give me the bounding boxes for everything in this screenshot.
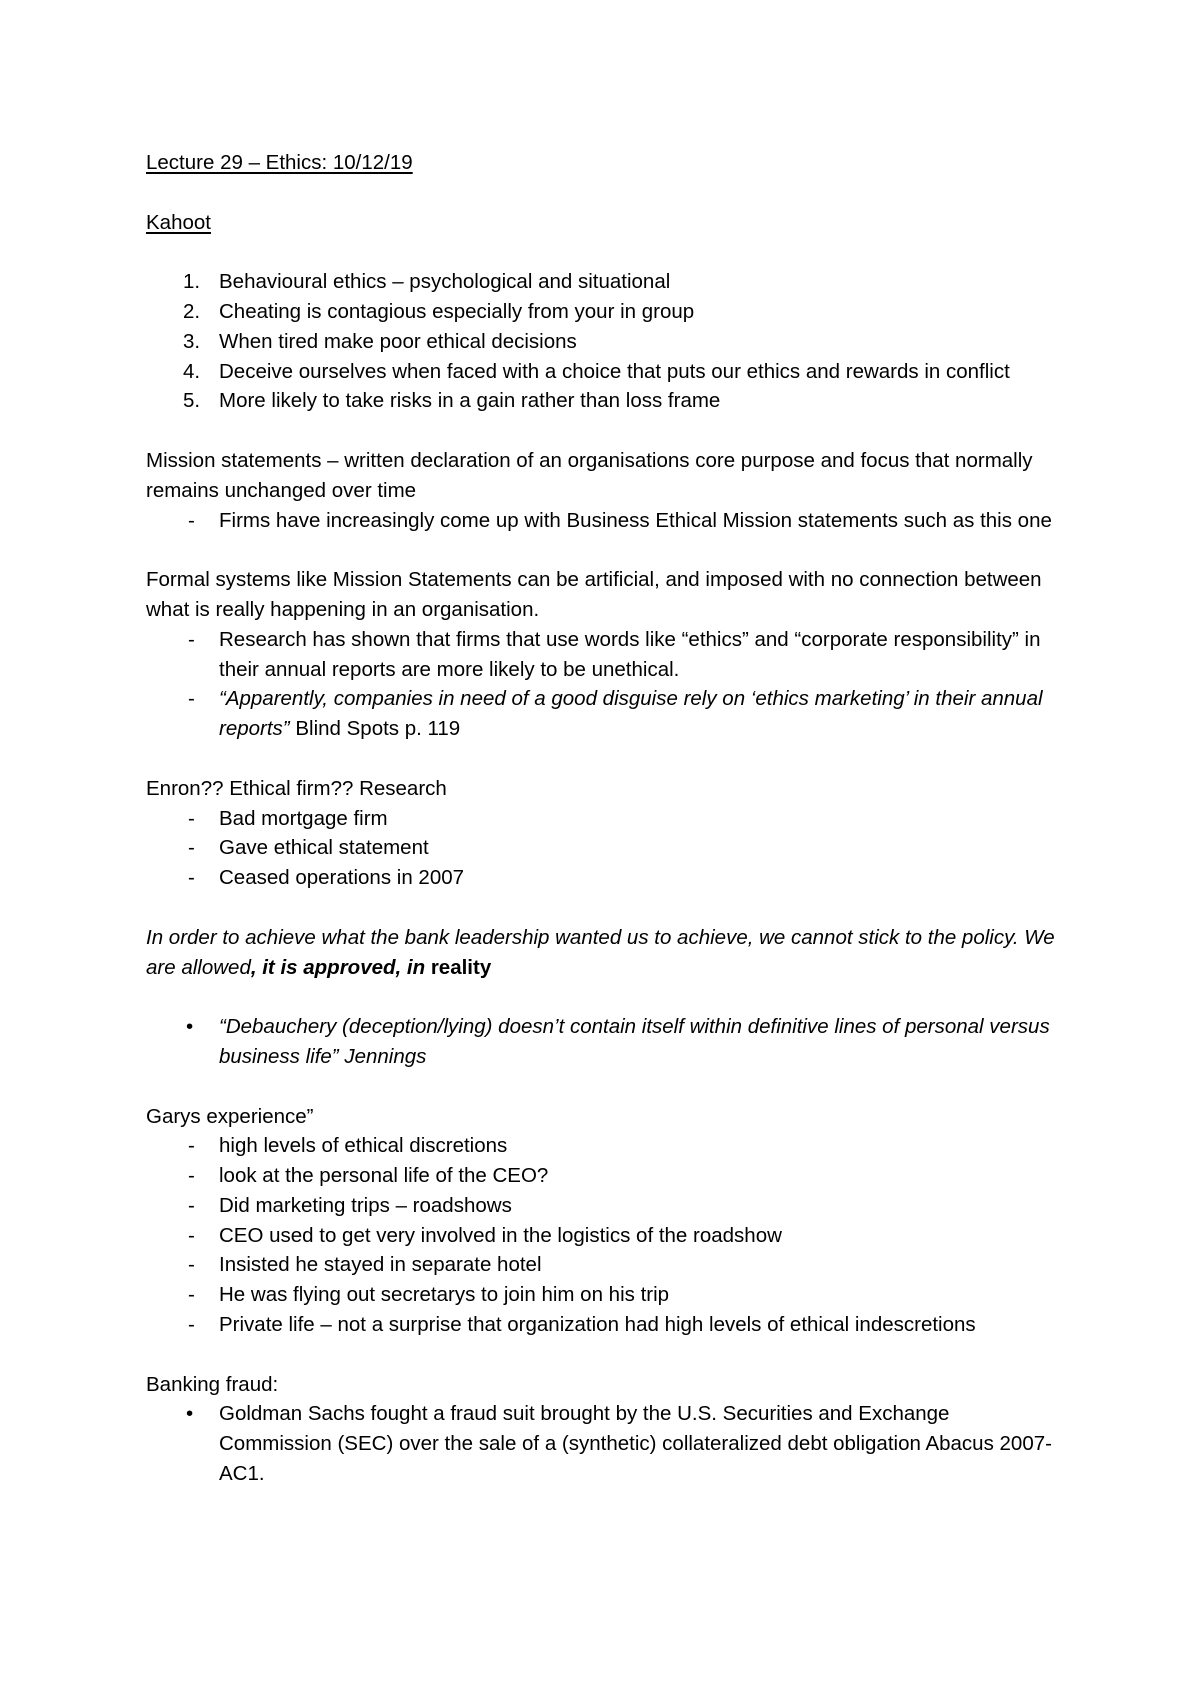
dash-marker: - bbox=[188, 1283, 195, 1307]
kahoot-list bbox=[146, 267, 1066, 416]
list-item-text: Cheating is contagious especially from your in group bbox=[219, 299, 695, 323]
list-item bbox=[146, 1221, 1066, 1251]
list-item-text: look at the personal life of the CEO? bbox=[219, 1164, 549, 1188]
dash-marker: - bbox=[188, 1164, 195, 1188]
list-item bbox=[146, 1191, 1066, 1221]
formal-systems-bullets bbox=[146, 625, 1066, 744]
debauchery-quote: “Debauchery (deception/lying) doesn’t contain itself within definitive lines of personal versus business life” Jennings bbox=[219, 1015, 1050, 1068]
list-item bbox=[146, 625, 1066, 685]
list-item-text: Ceased operations in 2007 bbox=[219, 866, 465, 890]
dash-marker: - bbox=[188, 866, 195, 890]
list-item-text: Gave ethical statement bbox=[219, 836, 429, 860]
list-item bbox=[146, 1161, 1066, 1191]
list-item-text: Deceive ourselves when faced with a choice that puts our ethics and rewards in conflict bbox=[219, 359, 1010, 383]
list-item-text: Did marketing trips – roadshows bbox=[219, 1193, 512, 1217]
list-item bbox=[146, 357, 1066, 387]
banking-bullets bbox=[146, 1399, 1066, 1488]
policy-italic-text: In order to achieve what the bank leadership wanted us to achieve, we cannot stick to the policy. We are allowed bbox=[146, 925, 1055, 979]
mission-paragraph: Mission statements – written declaration of an organisations core purpose and focus that normally remains unchanged over time bbox=[146, 448, 1033, 502]
gary-bullets bbox=[146, 1131, 1066, 1340]
blind-spots-source: Blind Spots p. 119 bbox=[289, 717, 461, 741]
dash-marker: - bbox=[188, 508, 195, 532]
dash-marker: - bbox=[188, 1134, 195, 1158]
policy-bold-italic-text: , it is approved, in bbox=[250, 955, 426, 979]
dash-marker: - bbox=[188, 1253, 195, 1277]
policy-paragraph bbox=[146, 923, 1066, 983]
banking-heading: Banking fraud: bbox=[146, 1372, 279, 1396]
page-title: Lecture 29 – Ethics: 10/12/19 bbox=[146, 151, 413, 174]
list-item-text: Goldman Sachs fought a fraud suit brought by the U.S. Securities and Exchange Commission (SEC) over the sale of a (synthetic) collateralized debt obligation Abacus 2007-AC1. bbox=[219, 1402, 1052, 1486]
list-item-text: Firms have increasingly come up with Business Ethical Mission statements such as this one bbox=[219, 508, 1052, 532]
list-item-text: high levels of ethical discretions bbox=[219, 1134, 508, 1158]
policy-bold-text: reality bbox=[425, 955, 492, 979]
list-item-text: Bad mortgage firm bbox=[219, 806, 388, 830]
list-item bbox=[146, 1399, 1066, 1488]
dash-marker: - bbox=[188, 1193, 195, 1217]
dash-marker: - bbox=[188, 1223, 195, 1247]
list-item bbox=[146, 297, 1066, 327]
list-item bbox=[146, 1310, 1066, 1340]
debauchery-bullets bbox=[146, 1012, 1066, 1072]
list-item-text: Private life – not a surprise that organization had high levels of ethical indescretions bbox=[219, 1313, 976, 1337]
formal-systems-paragraph: Formal systems like Mission Statements can be artificial, and imposed with no connection between what is really happening in an organisation. bbox=[146, 568, 1042, 621]
list-item-text: Behavioural ethics – psychological and situational bbox=[219, 270, 671, 294]
list-item bbox=[146, 1012, 1066, 1072]
list-item-text: Research has shown that firms that use words like “ethics” and “corporate responsibility” in their annual reports are more likely to be unethical. bbox=[219, 627, 1041, 681]
list-item-text: More likely to take risks in a gain rather than loss frame bbox=[219, 389, 721, 413]
list-item bbox=[146, 863, 1066, 893]
list-number: 5. bbox=[183, 389, 201, 413]
bullet-marker: • bbox=[186, 1402, 194, 1426]
list-item bbox=[146, 1250, 1066, 1280]
list-number: 3. bbox=[183, 329, 201, 353]
list-item bbox=[146, 684, 1066, 744]
mission-bullets bbox=[146, 506, 1066, 536]
list-item bbox=[146, 506, 1066, 536]
dash-marker: - bbox=[188, 836, 195, 860]
list-item bbox=[146, 804, 1066, 834]
list-item-text: Insisted he stayed in separate hotel bbox=[219, 1253, 542, 1277]
list-item bbox=[146, 1131, 1066, 1161]
list-item bbox=[146, 833, 1066, 863]
dash-marker: - bbox=[188, 627, 195, 651]
list-item bbox=[146, 327, 1066, 357]
list-item bbox=[146, 1280, 1066, 1310]
enron-heading: Enron?? Ethical firm?? Research bbox=[146, 776, 447, 800]
enron-bullets bbox=[146, 804, 1066, 893]
list-item bbox=[146, 267, 1066, 297]
dash-marker: - bbox=[188, 687, 195, 711]
dash-marker: - bbox=[188, 806, 195, 830]
gary-heading: Garys experience” bbox=[146, 1104, 314, 1128]
document-body bbox=[146, 148, 1066, 1489]
dash-marker: - bbox=[188, 1313, 195, 1337]
list-item-text: CEO used to get very involved in the logistics of the roadshow bbox=[219, 1223, 782, 1247]
list-number: 1. bbox=[183, 270, 201, 294]
list-number: 4. bbox=[183, 359, 201, 383]
blind-spots-quote: “Apparently, companies in need of a good disguise rely on ‘ethics marketing’ in their annual reports” bbox=[219, 687, 1043, 741]
bullet-marker: • bbox=[186, 1015, 194, 1039]
list-number: 2. bbox=[183, 299, 201, 323]
list-item-text: When tired make poor ethical decisions bbox=[219, 329, 577, 353]
list-item bbox=[146, 386, 1066, 416]
list-item-text: He was flying out secretarys to join him on his trip bbox=[219, 1283, 670, 1307]
kahoot-heading: Kahoot bbox=[146, 210, 211, 234]
